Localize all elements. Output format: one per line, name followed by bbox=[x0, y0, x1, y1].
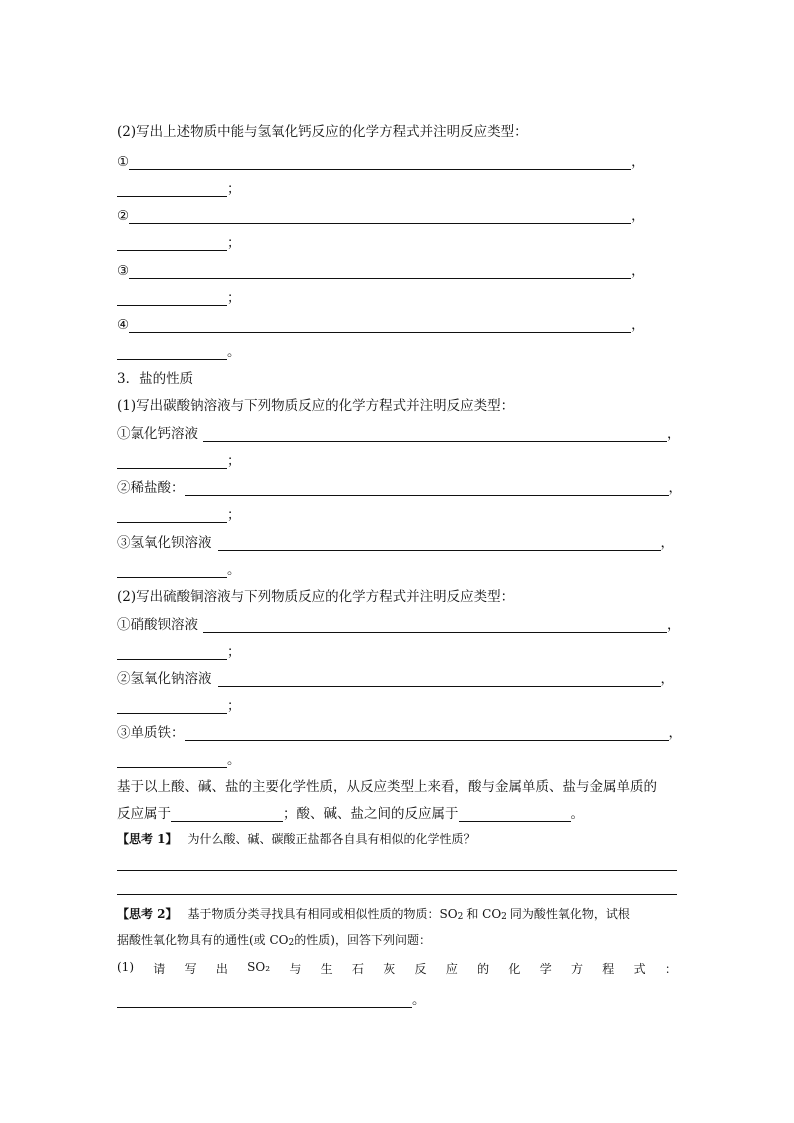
answer-blank[interactable] bbox=[117, 993, 412, 1008]
think-2-question-1: (1) 请 写 出 SO₂ 与 生 石 灰 反 应 的 化 学 方 程 式 ： bbox=[117, 960, 677, 976]
s3-q1-item-2-type: ； bbox=[117, 503, 241, 523]
s3-q1-item-3-type: 。 bbox=[117, 558, 241, 578]
answer-blank[interactable] bbox=[117, 508, 227, 523]
think-1-answer-line-2[interactable] bbox=[117, 894, 677, 895]
s3-q2-item-3-type: 。 bbox=[117, 748, 241, 768]
think-2-line-2: 据酸性氧化物具有的通性(或 CO $_2$ 的性质)，回答下列问题： bbox=[117, 933, 431, 948]
s2-item-4-type: 。 bbox=[117, 340, 241, 360]
answer-blank[interactable] bbox=[218, 672, 661, 687]
s3-q2-heading: (2)写出硫酸铜溶液与下列物质反应的化学方程式并注明反应类型： bbox=[117, 589, 515, 605]
answer-blank[interactable] bbox=[203, 618, 667, 633]
answer-blank[interactable] bbox=[117, 236, 227, 251]
answer-blank[interactable] bbox=[117, 454, 227, 469]
answer-blank[interactable] bbox=[117, 291, 227, 306]
answer-blank[interactable] bbox=[117, 699, 227, 714]
answer-blank[interactable] bbox=[117, 645, 227, 660]
s3-q1-item-1: ①氯化钙溶液 ， bbox=[117, 426, 681, 442]
s2-item-3: ③ ， bbox=[117, 263, 645, 279]
answer-blank[interactable] bbox=[117, 753, 227, 768]
answer-blank[interactable] bbox=[117, 182, 227, 197]
s3-q1-item-3: ③氢氧化钡溶液 ， bbox=[117, 535, 674, 551]
answer-blank[interactable] bbox=[129, 264, 631, 279]
s3-q2-item-1-type: ； bbox=[117, 640, 241, 660]
s3-q2-item-1: ①硝酸钡溶液 ， bbox=[117, 617, 681, 633]
answer-blank[interactable] bbox=[117, 345, 227, 360]
s2-item-3-type: ； bbox=[117, 286, 241, 306]
s2-item-1-type: ； bbox=[117, 177, 241, 197]
think-2-line-1: 【思考 2】 基于物质分类寻找具有相同或相似性质的物质：SO $_2$ 和 CO $_2$ 同为酸性氧化物，试根 bbox=[117, 907, 630, 922]
answer-blank[interactable] bbox=[203, 427, 667, 442]
s2-item-1: ① ， bbox=[117, 154, 645, 170]
answer-blank[interactable] bbox=[129, 209, 631, 224]
answer-blank[interactable] bbox=[129, 155, 631, 170]
answer-blank[interactable] bbox=[459, 807, 571, 822]
s2-item-4: ④ ， bbox=[117, 317, 645, 333]
section-3-title: 3．盐的性质 bbox=[117, 371, 194, 387]
think-1-answer-line-1[interactable] bbox=[117, 870, 677, 871]
think-1: 【思考 1】 为什么酸、碱、碳酸正盐都各自具有相似的化学性质？ bbox=[117, 832, 476, 846]
answer-blank[interactable] bbox=[129, 318, 631, 333]
answer-blank[interactable] bbox=[117, 563, 227, 578]
s3-q1-heading: (1)写出碳酸钠溶液与下列物质反应的化学方程式并注明反应类型： bbox=[117, 398, 515, 414]
s3-q2-item-2-type: ； bbox=[117, 694, 241, 714]
answer-blank[interactable] bbox=[218, 536, 661, 551]
q2-heading: (2)写出上述物质中能与氢氧化钙反应的化学方程式并注明反应类型： bbox=[117, 124, 528, 140]
s3-q1-item-2: ②稀盐酸： ， bbox=[117, 480, 682, 496]
summary-line-1: 基于以上酸、碱、盐的主要化学性质，从反应类型上来看，酸与金属单质、盐与金属单质的 bbox=[117, 779, 657, 795]
think-2-answer: 。 bbox=[117, 988, 426, 1008]
s3-q2-item-3: ③单质铁： ， bbox=[117, 725, 682, 741]
s2-item-2-type: ； bbox=[117, 231, 241, 251]
answer-blank[interactable] bbox=[185, 726, 669, 741]
s2-item-2: ② ， bbox=[117, 208, 645, 224]
answer-blank[interactable] bbox=[185, 481, 669, 496]
summary-line-2: 反应属于 ；酸、碱、盐之间的反应属于 。 bbox=[117, 806, 584, 822]
answer-blank[interactable] bbox=[171, 807, 283, 822]
s3-q2-item-2: ②氢氧化钠溶液 ， bbox=[117, 671, 674, 687]
s3-q1-item-1-type: ； bbox=[117, 449, 241, 469]
